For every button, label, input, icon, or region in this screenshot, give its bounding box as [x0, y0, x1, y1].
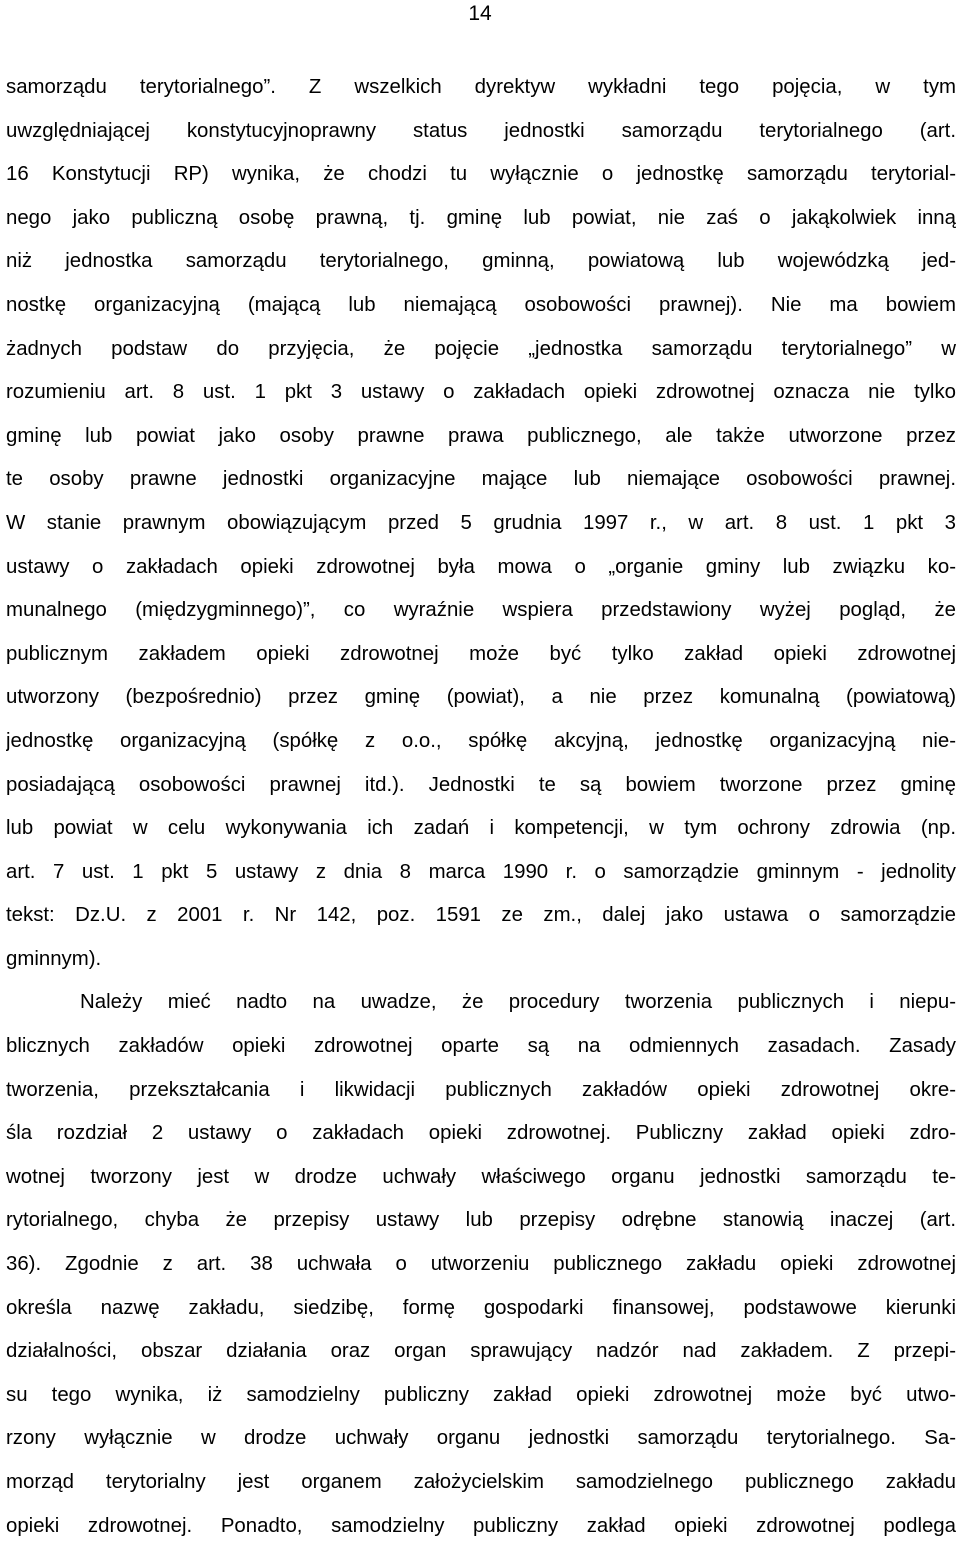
- text-line: nego jako publiczną osobę prawną, tj. gminę lub powiat, nie zaś o jakąkolwiek inną: [6, 206, 956, 229]
- text-line: 16 Konstytucji RP) wynika, że chodzi tu wyłącznie o jednostkę samorządu terytorial-: [6, 163, 956, 186]
- text-line: W stanie prawnym obowiązującym przed 5 grudnia 1997 r., w art. 8 ust. 1 pkt 3: [6, 511, 956, 534]
- text-line: art. 7 ust. 1 pkt 5 ustawy z dnia 8 marca 1990 r. o samorządzie gminnym - jednolity: [6, 860, 956, 883]
- text-line: blicznych zakładów opieki zdrowotnej oparte są na odmiennych zasadach. Zasady: [6, 1035, 956, 1058]
- text-line: działalności, obszar działania oraz organ sprawujący nadzór nad zakładem. Z przepi-: [6, 1340, 956, 1363]
- text-line: określa nazwę zakładu, siedzibę, formę gospodarki finansowej, podstawowe kierunki: [6, 1296, 956, 1319]
- text-line: rozumieniu art. 8 ust. 1 pkt 3 ustawy o zakładach opieki zdrowotnej oznacza nie tylko: [6, 381, 956, 404]
- text-line: 36). Zgodnie z art. 38 uchwała o utworzeniu publicznego zakładu opieki zdrowotnej: [6, 1253, 956, 1276]
- text-line: Należy mieć nadto na uwadze, że procedury tworzenia publicznych i niepu-: [80, 991, 956, 1014]
- text-line: su tego wynika, iż samodzielny publiczny zakład opieki zdrowotnej może być utwo-: [6, 1383, 956, 1406]
- text-line: tworzenia, przekształcania i likwidacji publicznych zakładów opieki zdrowotnej okre-: [6, 1078, 956, 1101]
- text-line: munalnego (międzygminnego)”, co wyraźnie wspiera przedstawiony wyżej pogląd, że: [6, 599, 956, 622]
- document-body: [6, 66, 956, 1548]
- paragraph-1: [6, 66, 956, 981]
- text-line: samorządu terytorialnego”. Z wszelkich dyrektyw wykładni tego pojęcia, w tym: [6, 76, 956, 98]
- text-line: lub powiat w celu wykonywania ich zadań i kompetencji, w tym ochrony zdrowia (np.: [6, 817, 956, 840]
- text-line: wotnej tworzony jest w drodze uchwały właściwego organu jednostki samorządu te-: [6, 1165, 956, 1188]
- text-line: utworzony (bezpośrednio) przez gminę (powiat), a nie przez komunalną (powiatową): [6, 686, 956, 709]
- text-line: gminnym).: [6, 947, 102, 970]
- text-line: nostkę organizacyjną (mającą lub niemającą osobowości prawnej). Nie ma bowiem: [6, 293, 956, 316]
- text-line: te osoby prawne jednostki organizacyjne mające lub niemające osobowości prawnej.: [6, 468, 956, 491]
- page-number: 14: [468, 2, 492, 25]
- text-line: rytorialnego, chyba że przepisy ustawy lub przepisy odrębne stanowią inaczej (art.: [6, 1209, 956, 1232]
- text-line: publicznym zakładem opieki zdrowotnej może być tylko zakład opieki zdrowotnej: [6, 642, 956, 665]
- text-line: śla rozdział 2 ustawy o zakładach opieki zdrowotnej. Publiczny zakład opieki zdro-: [6, 1122, 956, 1145]
- text-line: posiadającą osobowości prawnej itd.). Jednostki te są bowiem tworzone przez gminę: [6, 773, 956, 796]
- text-line: ustawy o zakładach opieki zdrowotnej była mowa o „organie gminy lub związku ko-: [6, 555, 956, 578]
- text-line: opieki zdrowotnej. Ponadto, samodzielny publiczny zakład opieki zdrowotnej podlega: [6, 1514, 956, 1537]
- text-line: morząd terytorialny jest organem założycielskim samodzielnego publicznego zakładu: [6, 1471, 956, 1493]
- text-line: uwzględniającej konstytucyjnoprawny status jednostki samorządu terytorialnego (art.: [6, 119, 956, 142]
- text-line: tekst: Dz.U. z 2001 r. Nr 142, poz. 1591 ze zm., dalej jako ustawa o samorządzie: [6, 904, 956, 927]
- text-line: jednostkę organizacyjną (spółkę z o.o., spółkę akcyjną, jednostkę organizacyjną nie-: [6, 729, 956, 752]
- text-line: gminę lub powiat jako osoby prawne prawa publicznego, ale także utworzone przez: [6, 424, 956, 447]
- text-line: żadnych podstaw do przyjęcia, że pojęcie „jednostka samorządu terytorialnego” w: [6, 337, 956, 360]
- paragraph-2: [6, 981, 956, 1548]
- text-line: rzony wyłącznie w drodze uchwały organu jednostki samorządu terytorialnego. Sa-: [6, 1427, 956, 1450]
- text-line: niż jednostka samorządu terytorialnego, gminną, powiatową lub wojewódzką jed-: [6, 250, 956, 273]
